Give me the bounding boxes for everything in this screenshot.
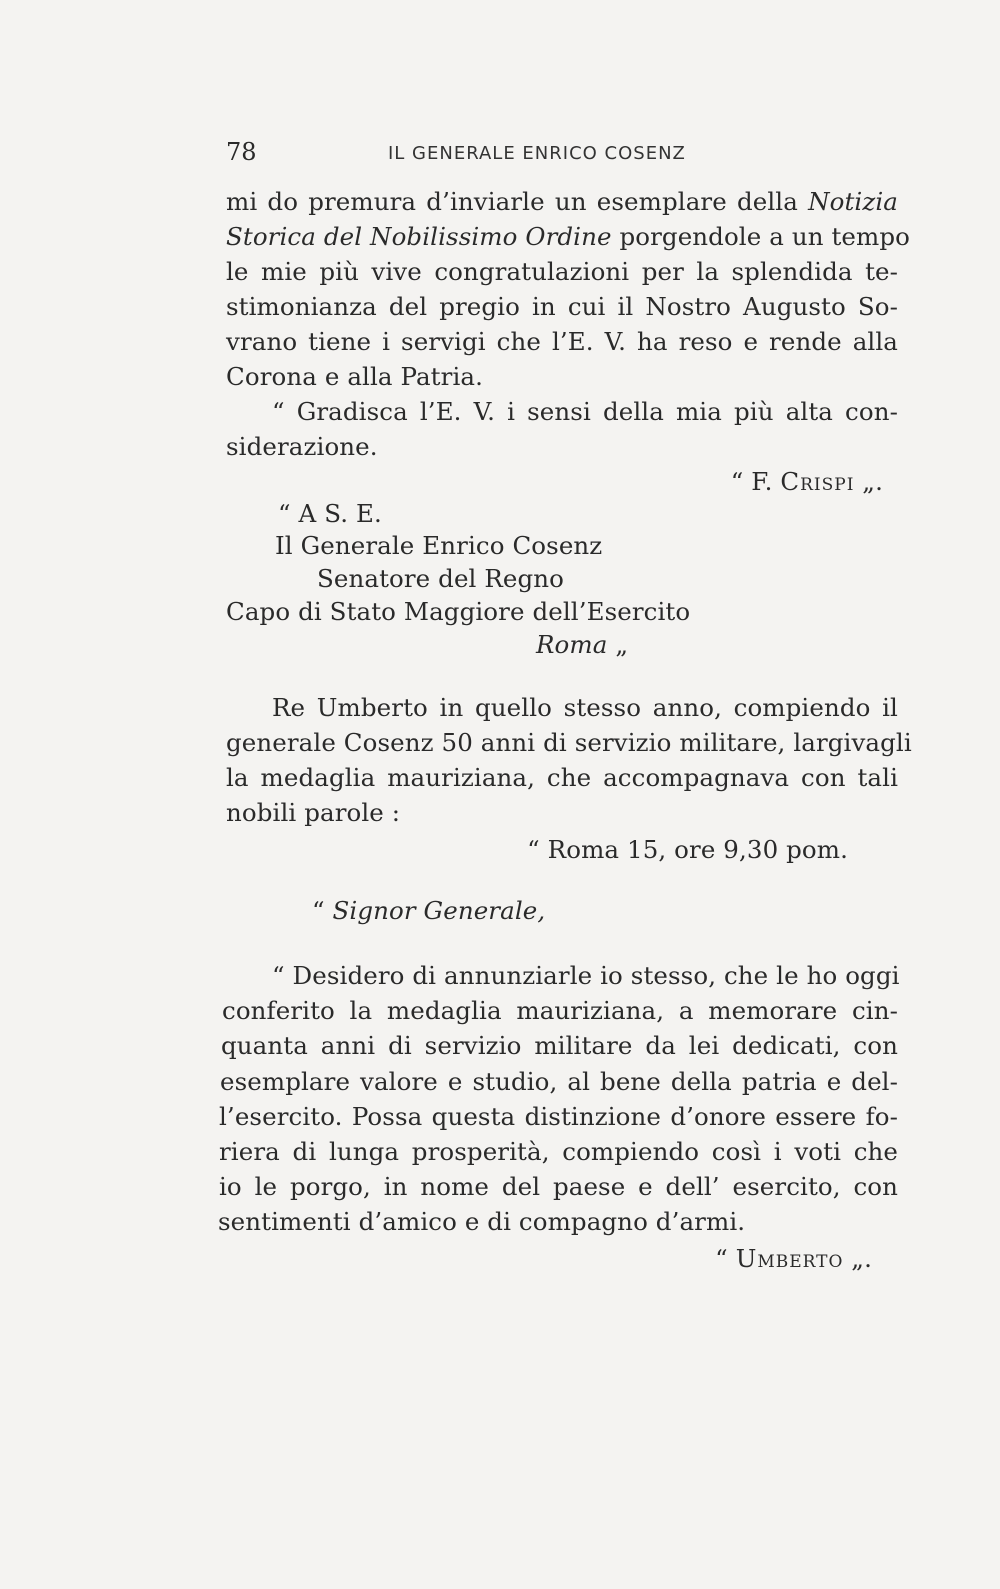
text-line: esemplare valore e studio, al bene della patria e del- (220, 1067, 898, 1096)
address-line: “ A S. E. (278, 499, 382, 528)
text-line: io le porgo, in nome del paese e dell’ esercito, con (219, 1172, 898, 1201)
text-line: nobili parole : (226, 798, 401, 827)
address-line: Roma „ (536, 630, 629, 659)
text-line: vrano tiene i servigi che l’E. V. ha reso e rende alla (226, 327, 898, 356)
address-line: Capo di Stato Maggiore dell’Esercito (226, 597, 691, 626)
text-line: riera di lunga prosperità, compiendo così i voti che (219, 1137, 898, 1166)
text-line: Corona e alla Patria. (226, 362, 483, 391)
address-line: Senatore del Regno (317, 564, 565, 593)
text-line: “ Gradisca l’E. V. i sensi della mia più alta con- (272, 397, 898, 426)
text-line: Storica del Nobilissimo Ordine porgendole a un tempo (226, 222, 910, 251)
signature-umberto: “ Umberto „. (715, 1244, 872, 1273)
text-line: conferito la medaglia mauriziana, a memorare cin- (222, 996, 898, 1025)
address-line: Il Generale Enrico Cosenz (275, 531, 603, 560)
text-line: la medaglia mauriziana, che accompagnava con tali (226, 763, 898, 792)
text-line: stimonianza del pregio in cui il Nostro Augusto So- (226, 292, 898, 321)
page-number: 78 (226, 138, 257, 166)
running-title: IL GENERALE ENRICO COSENZ (388, 143, 686, 164)
salutation: “ Signor Generale, (312, 896, 546, 925)
text-line: siderazione. (226, 432, 378, 461)
text-line: l’esercito. Possa questa distinzione d’onore essere fo- (219, 1102, 898, 1131)
text-line: generale Cosenz 50 anni di servizio militare, largivagli (226, 728, 912, 757)
text-line: sentimenti d’amico e di compagno d’armi. (218, 1207, 746, 1236)
text-line: Re Umberto in quello stesso anno, compiendo il (272, 693, 898, 722)
text-line: le mie più vive congratulazioni per la splendida te- (226, 257, 898, 286)
signature-crispi: “ F. Crispi „. (730, 467, 883, 496)
text-line: mi do premura d’inviarle un esemplare della Notizia (226, 187, 898, 216)
dateline: “ Roma 15, ore 9,30 pom. (527, 835, 848, 864)
text-line: quanta anni di servizio militare da lei dedicati, con (221, 1031, 898, 1060)
text-line: “ Desidero di annunziarle io stesso, che le ho oggi (272, 961, 900, 990)
